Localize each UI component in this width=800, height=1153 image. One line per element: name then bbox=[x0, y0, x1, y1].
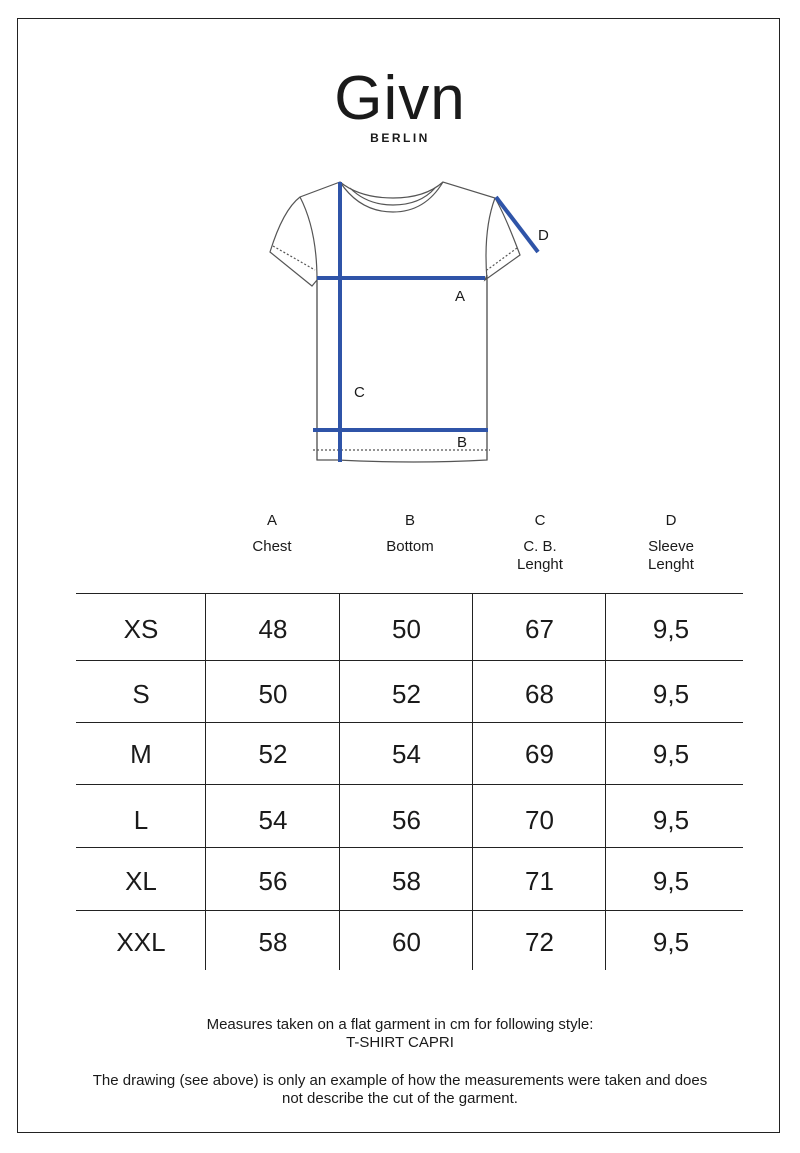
label-b: B bbox=[457, 434, 468, 451]
chest-cell: 48 bbox=[258, 614, 288, 644]
sleeve-cell: 9,5 bbox=[652, 805, 690, 835]
table-row bbox=[76, 593, 743, 661]
table-row bbox=[76, 722, 743, 785]
length-cell: 70 bbox=[525, 805, 554, 835]
length-cell: 69 bbox=[525, 739, 554, 769]
sleeve-cell: 9,5 bbox=[652, 679, 690, 709]
sleeve-cell: 9,5 bbox=[652, 927, 690, 957]
size-cell: L bbox=[133, 805, 149, 835]
col-a-name: Chest bbox=[252, 538, 292, 555]
chest-cell: 52 bbox=[258, 739, 288, 769]
col-a-letter: A bbox=[266, 512, 277, 529]
note-disclaimer-1: The drawing (see above) is only an example of how the measurements were taken and does bbox=[92, 1072, 708, 1089]
col-c-letter: C bbox=[534, 512, 546, 529]
table-row bbox=[76, 784, 743, 848]
chest-cell: 58 bbox=[258, 927, 288, 957]
col-c-name2: Lenght bbox=[517, 556, 563, 573]
col-d-letter: D bbox=[665, 512, 677, 529]
label-a: A bbox=[455, 288, 466, 305]
col-b-name: Bottom bbox=[386, 538, 434, 555]
brand-city: BERLIN bbox=[370, 131, 430, 145]
length-cell: 68 bbox=[525, 679, 554, 709]
table-divider bbox=[472, 593, 473, 970]
col-d-name2: Lenght bbox=[648, 556, 694, 573]
table-row bbox=[76, 910, 743, 971]
size-cell: XXL bbox=[116, 927, 166, 957]
bottom-cell: 54 bbox=[392, 739, 421, 769]
size-cell: XS bbox=[123, 614, 159, 644]
measure-lines bbox=[313, 182, 538, 462]
size-cell: XL bbox=[125, 866, 157, 896]
length-cell: 67 bbox=[525, 614, 554, 644]
brand-logo: Givn bbox=[334, 64, 466, 133]
label-c: C bbox=[354, 384, 365, 401]
bottom-cell: 60 bbox=[392, 927, 421, 957]
bottom-cell: 50 bbox=[392, 614, 421, 644]
table-row bbox=[76, 847, 743, 911]
table-row bbox=[76, 660, 743, 723]
measure-line-d bbox=[496, 197, 538, 252]
tshirt-outline bbox=[270, 182, 520, 462]
col-d-name: Sleeve bbox=[648, 538, 694, 555]
sleeve-cell: 9,5 bbox=[652, 614, 690, 644]
table-divider bbox=[205, 593, 206, 970]
label-d: D bbox=[538, 227, 549, 244]
note-style: T-SHIRT CAPRI bbox=[346, 1034, 454, 1051]
length-cell: 71 bbox=[525, 866, 554, 896]
col-c-name: C. B. bbox=[523, 538, 557, 555]
chest-cell: 54 bbox=[258, 805, 288, 835]
note-measures: Measures taken on a flat garment in cm for following style: bbox=[206, 1016, 594, 1033]
sleeve-cell: 9,5 bbox=[652, 739, 690, 769]
bottom-cell: 56 bbox=[392, 805, 421, 835]
length-cell: 72 bbox=[525, 927, 554, 957]
bottom-cell: 58 bbox=[392, 866, 421, 896]
bottom-cell: 52 bbox=[392, 679, 421, 709]
table-divider bbox=[605, 593, 606, 970]
col-b-letter: B bbox=[404, 512, 415, 529]
size-cell: M bbox=[130, 739, 152, 769]
tshirt-diagram bbox=[255, 170, 565, 470]
table-divider bbox=[339, 593, 340, 970]
chest-cell: 56 bbox=[258, 866, 288, 896]
size-cell: S bbox=[132, 679, 150, 709]
chest-cell: 50 bbox=[258, 679, 288, 709]
note-disclaimer-2: not describe the cut of the garment. bbox=[282, 1090, 518, 1107]
sleeve-cell: 9,5 bbox=[652, 866, 690, 896]
